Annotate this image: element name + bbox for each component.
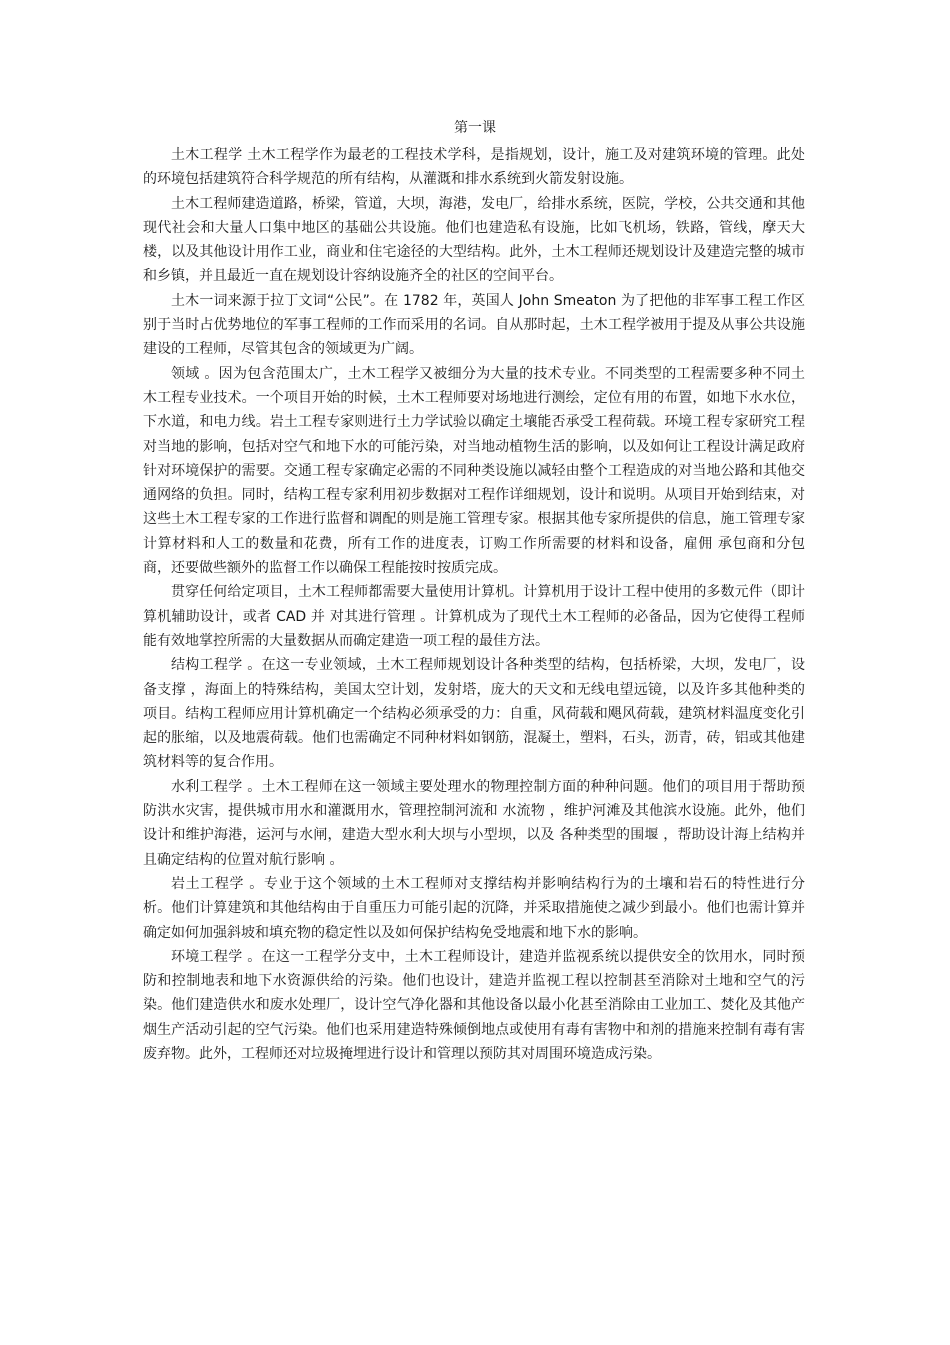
paragraph-computers: 贯穿任何给定项目，土木工程师都需要大量使用计算机。计算机用于设计工程中使用的多数元件（即计算机辅助设计，或者 CAD 并 对其进行管理 。计算机成为了现代土木工程师的必备品，因为它使得工程师能有效地掌控所需的大量数据从而确定建造一项工程的最佳方法。 xyxy=(143,584,805,649)
document-body xyxy=(143,143,805,1066)
lesson-title: 第一课 xyxy=(454,120,496,136)
paragraph-fields: 领域 。因为包含范围太广，土木工程学又被细分为大量的技术专业。不同类型的工程需要多种不同土木工程专业技术。一个项目开始的时候，土木工程师要对场地进行测绘，定位有用的布置，如地下水水位，下水道，和电力线。岩土工程专家则进行土力学试验以确定土壤能否承受工程荷载。环境工程专家研究工程对当地的影响，包括对空气和地下水的可能污染，对当地动植物生活的影响，以及如何让工程设计满足政府针对环境保护的需要。交通工程专家确定必需的不同种类设施以减轻由整个工程造成的对当地公路和其他交通网络的负担。同时，结构工程专家利用初步数据对工程作详细规划，设计和说明。从项目开始到结束，对这些土木工程专家的工作进行监督和调配的则是施工管理专家。根据其他专家所提供的信息，施工管理专家计算材料和人工的数量和花费，所有工作的进度表，订购工作所需要的材料和设备，雇佣 承包商和分包商，还要做些额外的监督工作以确保工程能按时按质完成。 xyxy=(143,365,805,577)
paragraph-geotechnical: 岩土工程学 。专业于这个领域的土木工程师对支撑结构并影响结构行为的土壤和岩石的特性进行分析。他们计算建筑和其他结构由于自重压力可能引起的沉降，并采取措施使之减少到最小。他们也需计算并确定如何加强斜坡和填充物的稳定性以及如何保护结构免受地震和地下水的影响。 xyxy=(143,875,805,941)
paragraph-intro: 土木工程学 土木工程学作为最老的工程技术学科，是指规划，设计，施工及对建筑环境的管理。此处的环境包括建筑符合科学规范的所有结构，从灌溉和排水系统到火箭发射设施。 xyxy=(143,147,805,188)
paragraph-engineers-build: 土木工程师建造道路，桥梁，管道，大坝，海港，发电厂，给排水系统，医院，学校，公共交通和其他现代社会和大量人口集中地区的基础公共设施。他们也建造私有设施，比如飞机场，铁路，管线，摩天大楼，以及其他设计用作工业，商业和住宅途径的大型结构。此外，土木工程师还规划设计及建造完整的城市和乡镇，并且最近一直在规划设计容纳设施齐全的社区的空间平台。 xyxy=(143,195,805,285)
paragraph-structural: 结构工程学 。在这一专业领域，土木工程师规划设计各种类型的结构，包括桥梁，大坝，发电厂，设备支撑 ，海面上的特殊结构，美国太空计划，发射塔，庞大的天文和无线电望远镜，以及许多其他种类的项目。结构工程师应用计算机确定一个结构必须承受的力：自重，风荷载和飓风荷载，建筑材料温度变化引起的胀缩，以及地震荷载。他们也需确定不同种材料如钢筋，混凝土，塑料，石头，沥青，砖，铝或其他建筑材料等的复合作用。 xyxy=(143,657,805,771)
paragraph-hydraulic: 水利工程学 。土木工程师在这一领域主要处理水的物理控制方面的种种问题。他们的项目用于帮助预防洪水灾害，提供城市用水和灌溉用水，管理控制河流和 水流物 ，维护河滩及其他滨水设施。此外，他们设计和维护海港，运河与水闸，建造大型水利大坝与小型坝，以及 各种类型的围堰 ，帮助设计海上结构并且确定结构的位置对航行影响 。 xyxy=(143,778,805,868)
paragraph-environmental: 环境工程学 。在这一工程学分支中，土木工程师设计，建造并监视系统以提供安全的饮用水，同时预防和控制地表和地下水资源供给的污染。他们也设计，建造并监视工程以控制甚至消除对土地和空气的污染。他们建造供水和废水处理厂，设计空气净化器和其他设备以最小化甚至消除由工业加工、焚化及其他产烟生产活动引起的空气污染。他们也采用建造特殊倾倒地点或使用有毒有害物中和剂的措施来控制有毒有害废弃物。此外，工程师还对垃圾掩埋进行设计和管理以预防其对周围环境造成污染。 xyxy=(143,948,805,1062)
paragraph-word-origin: 土木一词来源于拉丁文词“公民”。在 1782 年，英国人 John Smeaton 为了把他的非军事工程工作区别于当时占优势地位的军事工程师的工作而采用的名词。自从那时起，土木工程学被用于提及从事公共设施建设的工程师，尽管其包含的领域更为广阔。 xyxy=(143,292,805,358)
